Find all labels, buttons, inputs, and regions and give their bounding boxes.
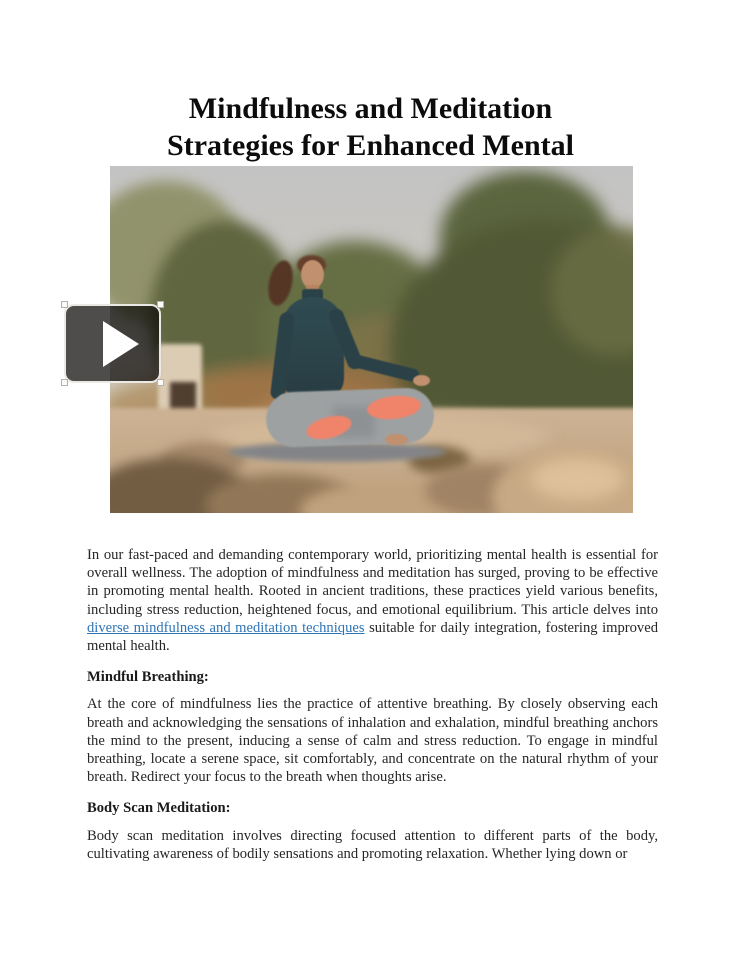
play-icon [103,321,139,367]
title-line-2: Strategies for Enhanced Mental [167,129,574,162]
video-thumbnail[interactable] [110,166,633,513]
play-button[interactable] [64,304,161,383]
section-heading-body-scan: Body Scan Meditation: [87,800,231,817]
title-line-1: Mindfulness and Meditation [188,92,553,125]
section-body-mindful-breathing: At the core of mindfulness lies the practice of attentive breathing. By closely observing each breath and acknowledging the sensations of inhalation and exhalation, mindful breathing anchors the mind to the present, inducing a sense of calm and stress reduction. To engage in mindful breathing, locate a serene space, sit comfortably, and concentrate on the natural rhythm of your breath. Redirect your focus to the breath when thoughts arise. [87,696,658,786]
play-button-corner-handle [157,301,164,308]
techniques-link[interactable]: diverse mindfulness and meditation techniques [87,619,365,636]
section-body-body-scan: Body scan meditation involves directing focused attention to different parts of the body, cultivating awareness of bodily sensations and promoting relaxation. Whether lying down or [87,827,658,862]
page-title [0,90,741,164]
intro-paragraph [87,546,658,655]
play-button-corner-handle [61,379,68,386]
intro-text-before-link: In our fast-paced and demanding contemporary world, prioritizing mental health is essential for overall wellness. The adoption of mindfulness and meditation has surged, proving to be effective in promoting mental health. Rooted in ancient traditions, these practices yield various benefits, including stress reduction, heightened focus, and emotional equilibrium. This article delves into [87,547,658,618]
play-button-corner-handle [157,379,164,386]
section-heading-mindful-breathing: Mindful Breathing: [87,669,209,686]
photo-warm-tint-overlay [110,166,633,513]
article-body [87,546,658,876]
play-button-corner-handle [61,301,68,308]
intro-text-after-link: suitable for daily integration, fostering improved mental health. [87,619,659,655]
